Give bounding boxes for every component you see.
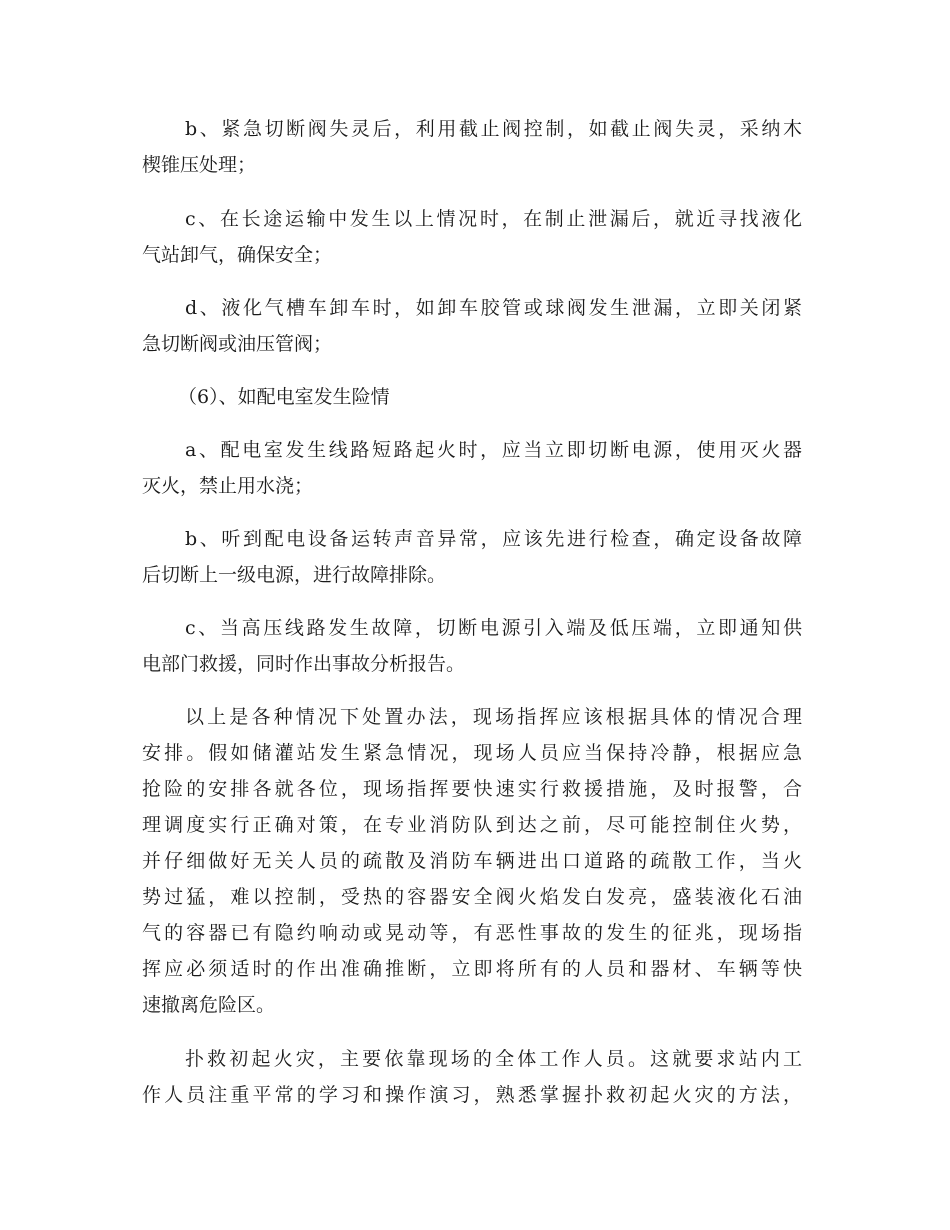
text-line: d、液化气槽车卸车时，如卸车胶管或球阀发生泄漏，立即关闭紧	[185, 297, 802, 319]
text-line: 理调度实行正确对策，在专业消防队到达之前，尽可能控制住火势，	[142, 814, 802, 836]
text-line: 气的容器已有隐约响动或晃动等，有恶性事故的发生的征兆，现场指	[142, 922, 802, 944]
text-line: b、听到配电设备运转声音异常，应该先进行检查，确定设备故障	[185, 528, 802, 550]
text-line: 急切断阀或油压管阀；	[142, 333, 333, 355]
text-line: 以上是各种情况下处置办法，现场指挥应该根据具体的情况合理	[185, 706, 802, 728]
text-line: 楔锥压处理；	[142, 154, 257, 176]
text-line: c、在长途运输中发生以上情况时，在制止泄漏后，就近寻找液化	[185, 208, 802, 230]
text-line: 速撤离危险区。	[142, 994, 276, 1016]
section-heading: （6）、如配电室发生险情	[178, 386, 390, 408]
text-line: 电部门救援，同时作出事故分析报告。	[142, 653, 466, 675]
text-line: 扑救初起火灾，主要依靠现场的全体工作人员。这就要求站内工	[185, 1048, 802, 1070]
text-line: 后切断上一级电源，进行故障排除。	[142, 564, 447, 586]
text-line: b、紧急切断阀失灵后，利用截止阀控制，如截止阀失灵，采纳木	[185, 118, 802, 140]
text-line: 气站卸气，确保安全；	[142, 244, 333, 266]
text-line: c、当高压线路发生故障，切断电源引入端及低压端，立即通知供	[185, 617, 802, 639]
text-line: 势过猛，难以控制，受热的容器安全阀火焰发白发亮，盛装液化石油	[142, 886, 802, 908]
text-line: 安排。假如储灌站发生紧急情况，现场人员应当保持冷静，根据应急	[142, 742, 802, 764]
text-line: 并仔细做好无关人员的疏散及消防车辆进出口道路的疏散工作，当火	[142, 850, 802, 872]
text-line: a、配电室发生线路短路起火时，应当立即切断电源，使用灭火器	[185, 439, 802, 461]
text-line: 挥应必须适时的作出准确推断，立即将所有的人员和器材、车辆等快	[142, 958, 802, 980]
text-line: 作人员注重平常的学习和操作演习，熟悉掌握扑救初起火灾的方法，	[142, 1084, 802, 1106]
text-line: 抢险的安排各就各位，现场指挥要快速实行救援措施，及时报警，合	[142, 778, 802, 800]
text-line: 灭火，禁止用水浇；	[142, 475, 314, 497]
